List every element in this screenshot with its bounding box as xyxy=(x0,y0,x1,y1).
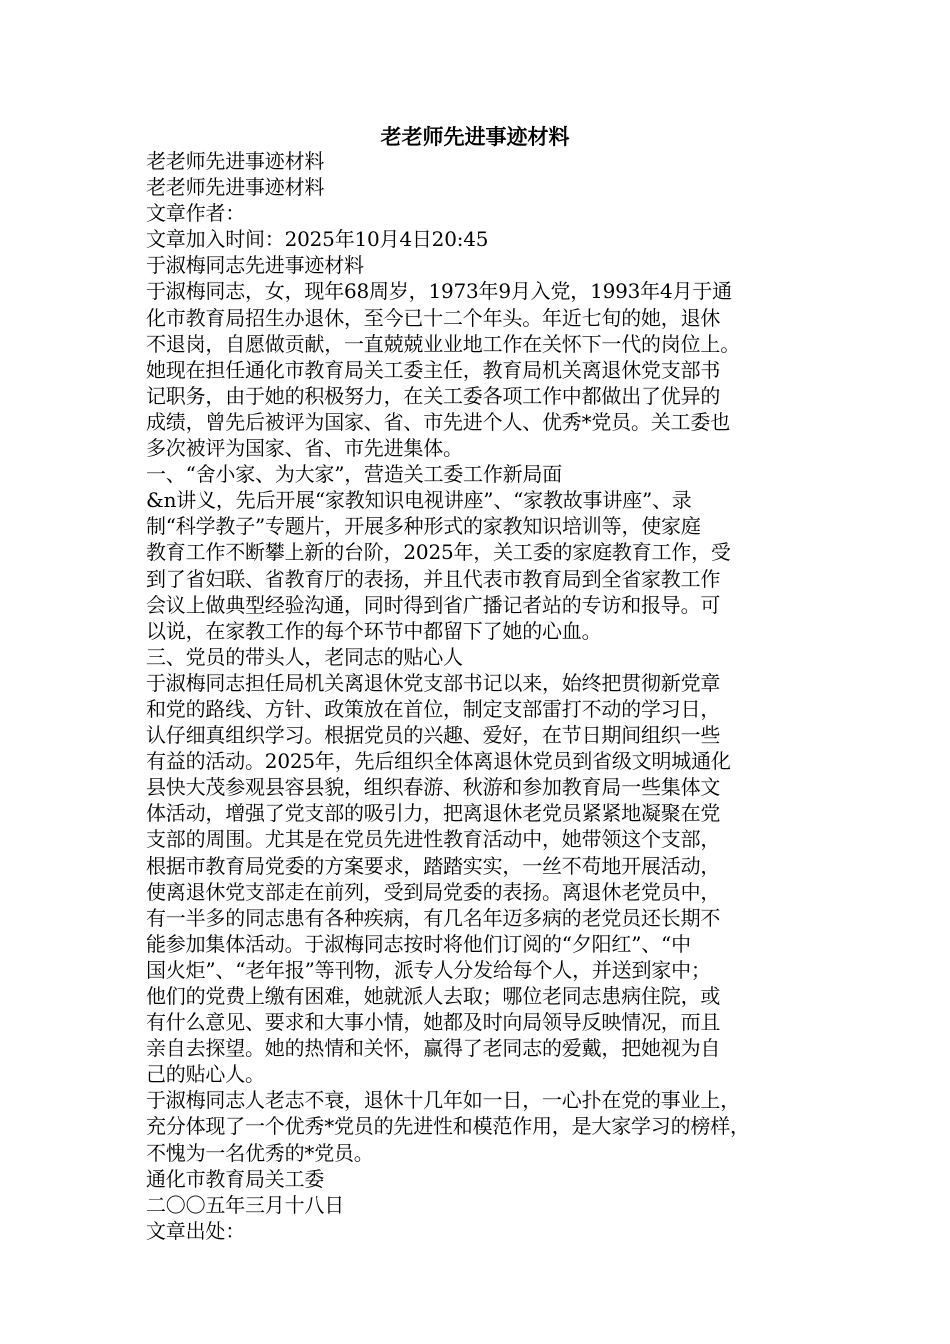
text-line: 于淑梅同志，女，现年68周岁，1973年9月入党，1993年4月于通 xyxy=(146,279,732,304)
text-line: 充分体现了一个优秀*党员的先进性和模范作用，是大家学习的榜样， xyxy=(146,1114,750,1139)
text-line: 有一半多的同志患有各种疾病，有几名年迈多病的老党员还长期不 xyxy=(146,905,721,930)
text-line: 一、“舍小家、为大家”，营造关工委工作新局面 xyxy=(146,462,563,487)
text-line: 县快大茂参观县容县貌，组织春游、秋游和参加教育局一些集体文 xyxy=(146,775,721,800)
text-line: 多次被评为国家、省、市先进集体。 xyxy=(146,436,463,461)
text-line: 会议上做典型经验沟通，同时得到省广播记者站的专访和报导。可 xyxy=(146,592,721,617)
text-line: 不愧为一名优秀的*党员。 xyxy=(146,1140,374,1165)
text-line: 文章作者： xyxy=(146,201,245,226)
text-line: 记职务，由于她的积极努力，在关工委各项工作中都做出了优异的 xyxy=(146,383,721,408)
text-line: 通化市教育局关工委 xyxy=(146,1166,325,1191)
text-line: 于淑梅同志先进事迹材料 xyxy=(146,253,364,278)
text-line: 有什么意见、要求和大事小情，她都及时向局领导反映情况，而且 xyxy=(146,1010,721,1035)
text-line: 支部的周围。尤其是在党员先进性教育活动中，她带领这个支部， xyxy=(146,827,721,852)
text-line: 能参加集体活动。于淑梅同志按时将他们订阅的“夕阳红”、“中 xyxy=(146,931,691,956)
text-line: 化市教育局招生办退休，至今已十二个年头。年近七旬的她，退休 xyxy=(146,305,721,330)
text-line: 国火炬”、“老年报”等刊物，派专人分发给每个人，并送到家中； xyxy=(146,957,711,982)
text-line: 文章出处： xyxy=(146,1218,245,1243)
text-line: 不退岗，自愿做贡献，一直兢兢业业地工作在关怀下一代的岗位上。 xyxy=(146,331,740,356)
text-line: 制“科学教子”专题片，开展多种形式的家教知识培训等，使家庭 xyxy=(146,514,701,539)
text-line: 有益的活动。2025年，先后组织全体离退休党员到省级文明城通化 xyxy=(146,749,731,774)
text-line: 于淑梅同志担任局机关离退休党支部书记以来，始终把贯彻新党章 xyxy=(146,670,721,695)
text-line: 根据市教育局党委的方案要求，踏踏实实，一丝不苟地开展活动， xyxy=(146,853,721,878)
text-line: 己的贴心人。 xyxy=(146,1062,265,1087)
text-line: 二〇〇五年三月十八日 xyxy=(146,1192,344,1217)
text-line: 三、党员的带头人，老同志的贴心人 xyxy=(146,644,463,669)
text-line: 以说，在家教工作的每个环节中都留下了她的心血。 xyxy=(146,618,602,643)
text-line: 到了省妇联、省教育厅的表扬，并且代表市教育局到全省家教工作 xyxy=(146,566,721,591)
document-title: 老老师先进事迹材料 xyxy=(380,124,570,149)
text-line: &n讲义，先后开展“家教知识电视讲座”、“家教故事讲座”、录 xyxy=(146,488,692,513)
text-line: 老老师先进事迹材料 xyxy=(146,175,325,200)
text-line: 文章加入时间：2025年10月4日20:45 xyxy=(146,227,489,252)
text-line: 使离退休党支部走在前列，受到局党委的表扬。离退休老党员中， xyxy=(146,879,721,904)
document-body xyxy=(146,148,836,1244)
text-line: 亲自去探望。她的热情和关怀，赢得了老同志的爱戴，把她视为自 xyxy=(146,1036,721,1061)
text-line: 体活动，增强了党支部的吸引力，把离退休老党员紧紧地凝聚在党 xyxy=(146,801,721,826)
text-line: 老老师先进事迹材料 xyxy=(146,149,325,173)
text-line: 认仔细真组织学习。根据党员的兴趣、爱好，在节日期间组织一些 xyxy=(146,723,721,748)
text-line: 成绩，曾先后被评为国家、省、市先进个人、优秀*党员。关工委也 xyxy=(146,409,730,434)
text-line: 他们的党费上缴有困难，她就派人去取；哪位老同志患病住院，或 xyxy=(146,984,721,1008)
text-line: 和党的路线、方针、政策放在首位，制定支部雷打不动的学习日， xyxy=(146,696,721,721)
text-line: 教育工作不断攀上新的台阶，2025年，关工委的家庭教育工作，受 xyxy=(146,540,731,565)
text-line: 她现在担任通化市教育局关工委主任，教育局机关离退休党支部书 xyxy=(146,357,721,382)
text-line: 于淑梅同志人老志不衰，退休十几年如一日，一心扑在党的事业上， xyxy=(146,1088,740,1113)
